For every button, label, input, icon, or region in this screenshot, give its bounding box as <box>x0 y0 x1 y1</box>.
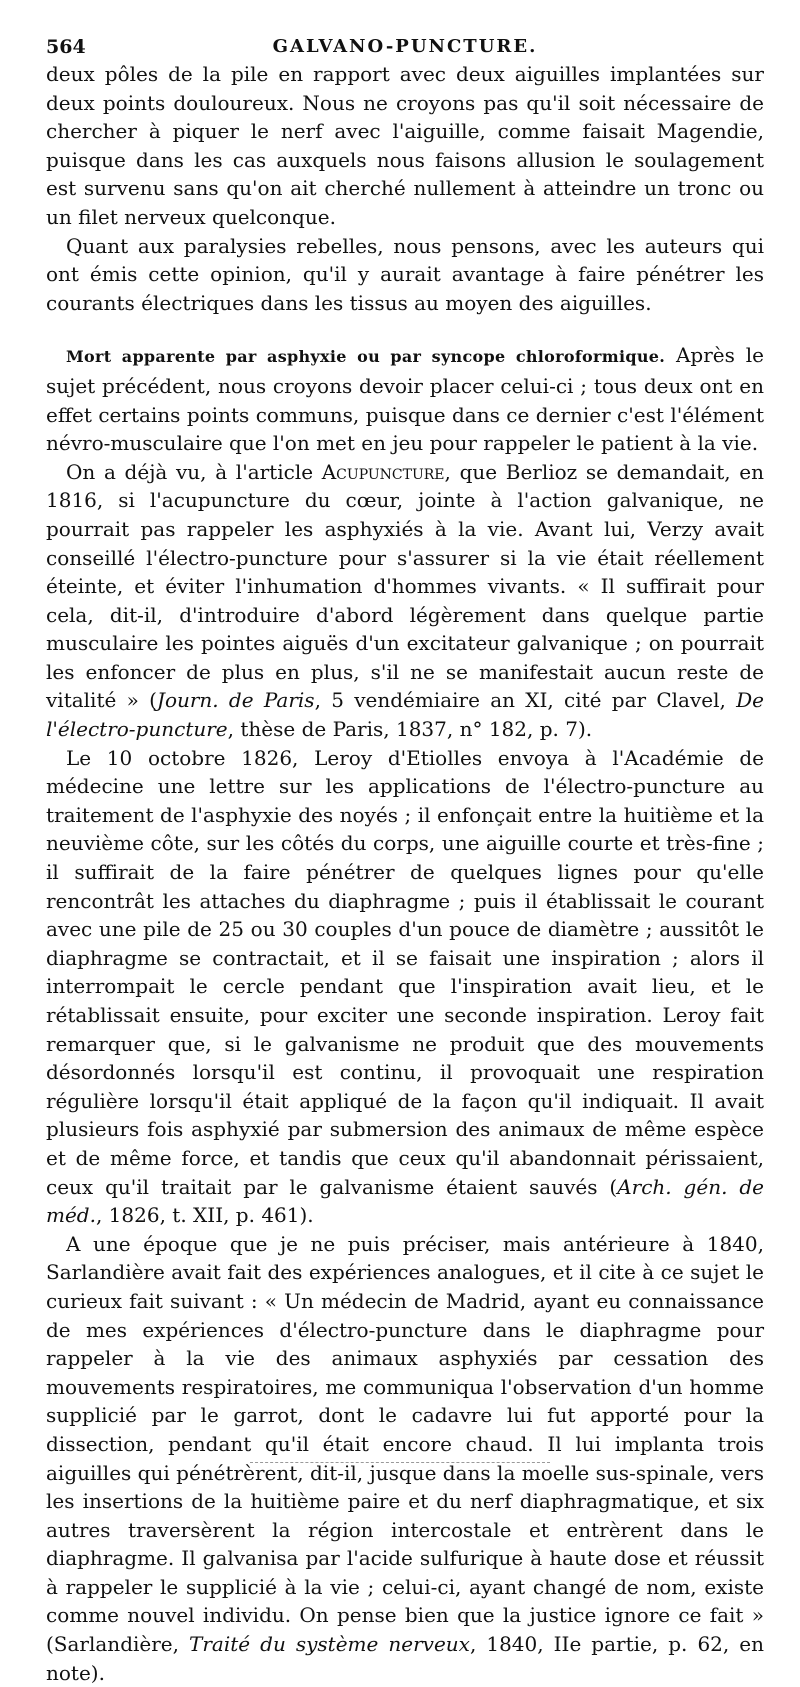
paragraph-5 <box>46 744 764 1230</box>
paragraph-4-part-b: , que Berlioz se demandait, en 1816, si l'acupuncture du cœur, jointe à l'action galvanique, ne pourrait pas rappeler les asphyxiés à la vie. Avant lui, Verzy avait conseillé l'électro-puncture pour s'assurer si la vie était réellement éteinte, et éviter l'inhumation d'hommes vivants. « Il suffirait pour cela, dit-il, d'introduire d'abord légèrement dans quelque partie musculaire les pointes aiguës d'un excitateur galvanique ; on pourrait les enfoncer de plus en plus, s'il ne se manifestait aucun reste de vitalité » ( <box>46 459 764 713</box>
paragraph-5-part-b: , 1826, t. XII, p. 461). <box>95 1203 314 1228</box>
citation-treatise: Traité du système nerveux <box>189 1632 470 1657</box>
paragraph-4-part-c: , 5 vendémiaire an XI, cité par Clavel, <box>314 688 737 713</box>
paragraph-6 <box>46 1230 764 1687</box>
page-number: 564 <box>46 36 86 58</box>
footer-rule <box>250 1462 550 1463</box>
citation-thesis: De l'électro-puncture <box>46 688 765 742</box>
citation-archives: Arch. gén. de méd. <box>46 1174 764 1228</box>
body-text <box>46 60 764 1687</box>
paragraph-2: Quant aux paralysies rebelles, nous pensons, avec les auteurs qui ont émis cette opinion, qu'il y aurait avantage à faire pénétrer les courants électriques dans les tissus au moyen des aiguilles. <box>46 233 764 315</box>
section-heading: Mort apparente par asphyxie ou par syncope chloroformique. <box>66 347 666 367</box>
book-page <box>46 16 764 1687</box>
running-head: GALVANO-PUNCTURE. <box>272 36 538 57</box>
paragraph-4 <box>46 458 764 744</box>
paragraph-6-part-a: A une époque que je ne puis préciser, mais antérieure à 1840, Sarlandière avait fait des expériences analogues, et il cite à ce sujet le curieux fait suivant : « Un médecin de Madrid, ayant eu connaissance de mes expériences d'électro-puncture dans le diaphragme pour rappeler à la vie des animaux asphyxiés par cessation des mouvements respiratoires, me communiqua l'observation d'un homme supplicié par le garrot, dont le cadavre lui fut apporté pour la dissection, pendant qu'il était encore chaud. Il lui implanta trois aiguilles qui pénétrèrent, dit-il, jusque dans la moelle sus-spinale, vers les insertions de la huitième paire et du nerf diaphragmatique, et six autres traversèrent la région intercostale et entrèrent dans le diaphragme. Il galvanisa par l'acide sulfurique à haute dose et réussit à rappeler le supplicié à la vie ; celui-ci, ayant changé de nom, existe comme nouvel individu. On pense bien que la justice ignore ce fait » (Sarlandière, <box>46 1231 764 1657</box>
page-header <box>46 16 764 56</box>
paragraph-4-part-d: , thèse de Paris, 1837, n° 182, p. 7). <box>227 717 593 742</box>
paragraph-3 <box>46 341 764 457</box>
paragraph-5-part-a: Le 10 octobre 1826, Leroy d'Etiolles envoya à l'Académie de médecine une lettre sur les applications de l'électro-puncture au traitement de l'asphyxie des noyés ; il enfonçait entre la huitième et la neuvième côte, sur les côtés du corps, une aiguille courte et très-fine ; il suffirait de la faire pénétrer de quelques lignes pour qu'elle rencontrât les attaches du diaphragme ; puis il établissait le courant avec une pile de 25 ou 30 couples d'un pouce de diamètre ; aussitôt le diaphragme se contractait, et il se faisait une inspiration ; alors il interrompait le cercle pendant que l'inspiration avait lieu, et le rétablissait ensuite, pour exciter une seconde inspiration. Leroy fait remarquer que, si le galvanisme ne produit que des mouvements désordonnés lorsqu'il est continu, il provoquait une respiration régulière lorsqu'il était appliqué de la façon qu'il indiquait. Il avait plusieurs fois asphyxié par submersion des animaux de même espèce et de même force, et tandis que ceux qu'il abandonnait périssaient, ceux qu'il traitait par le galvanisme étaient sauvés ( <box>46 745 764 1199</box>
citation-journal: Journ. de Paris <box>156 688 315 713</box>
paragraph-3-text: Après le sujet précédent, nous croyons devoir placer celui-ci ; tous deux ont en effet certains points communs, puisque dans ce dernier c'est l'élément névro-musculaire que l'on met en jeu pour rappeler le patient à la vie. <box>46 343 764 456</box>
paragraph-4-part-a: On a déjà vu, à l'article <box>66 459 322 484</box>
article-reference: Acupuncture <box>321 459 445 484</box>
paragraph-6-part-b: , 1840, IIe partie, p. 62, en note). <box>46 1632 765 1685</box>
paragraph-1: deux pôles de la pile en rapport avec deux aiguilles implantées sur deux points douloureux. Nous ne croyons pas qu'il soit nécessaire de chercher à piquer le nerf avec l'aiguille, comme faisait Magendie, puisque dans les cas auxquels nous faisons allusion le soulagement est survenu sans qu'on ait cherché nullement à atteindre un tronc ou un filet nerveux quelconque. <box>46 62 764 229</box>
